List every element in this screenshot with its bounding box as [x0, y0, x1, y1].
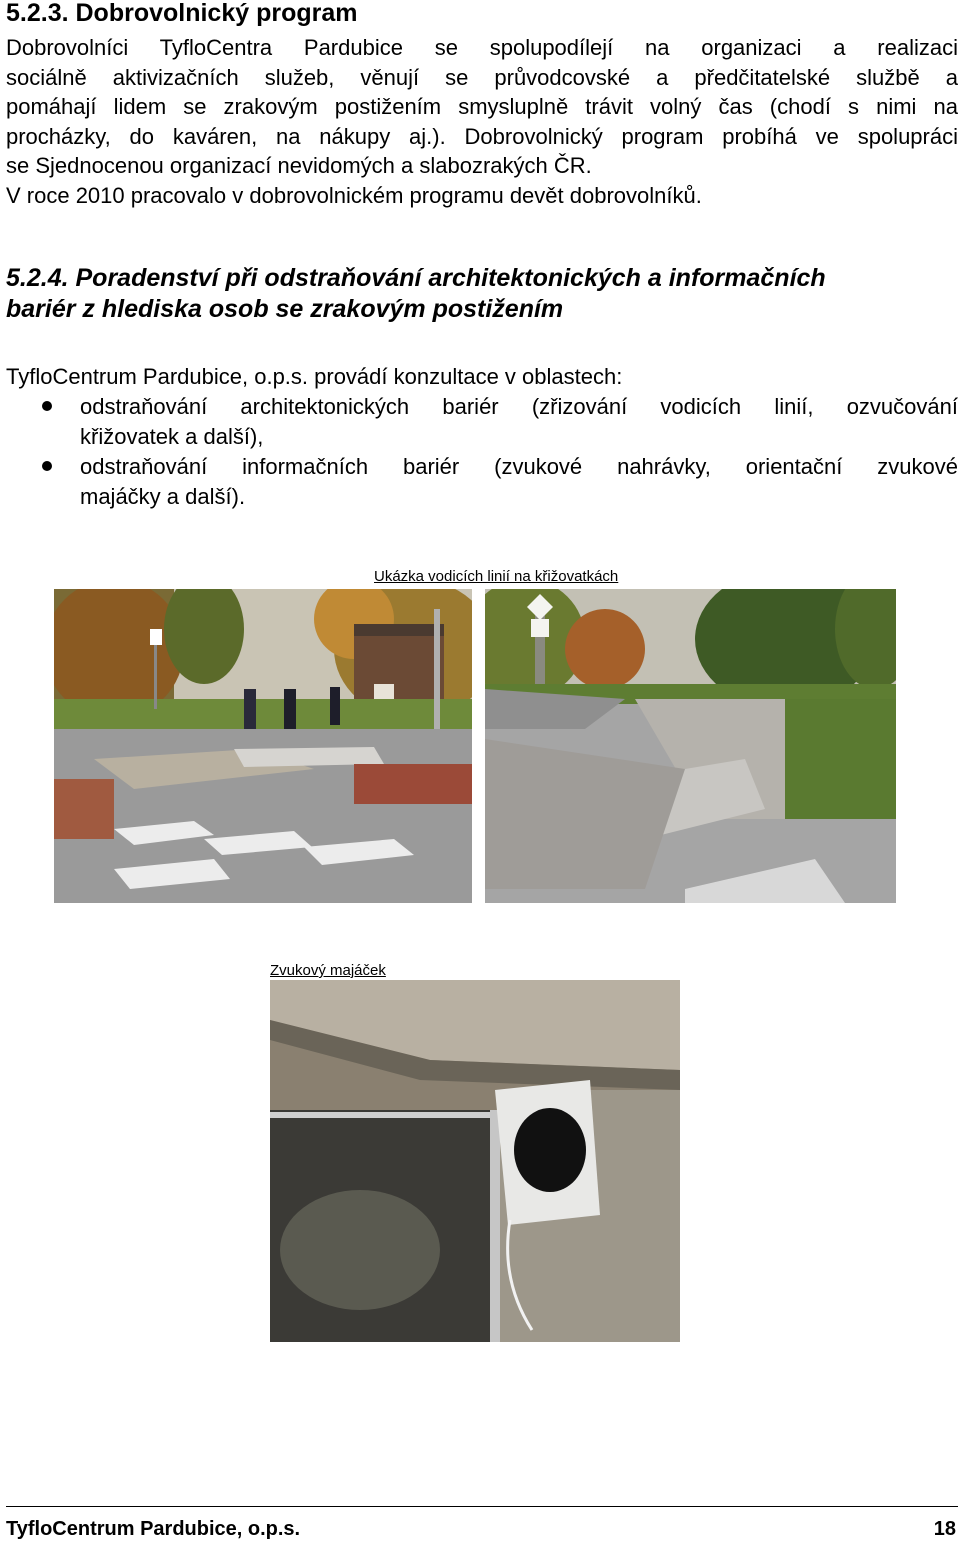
- paragraph-line: V roce 2010 pracovalo v dobrovolnickém programu devět dobrovolníků.: [6, 182, 702, 208]
- paragraph-line: Dobrovolníci TyfloCentra Pardubice se spolupodílejí na organizaci a realizaci: [6, 35, 958, 60]
- section-heading-barriers-line1: 5.2.4. Poradenství při odstraňování architektonických a informačních: [6, 264, 826, 292]
- footer-organization: TyfloCentrum Pardubice, o.p.s.: [6, 1518, 301, 1540]
- bullet-icon: [42, 461, 52, 471]
- caption-beacon: Zvukový majáček: [270, 962, 386, 979]
- section-heading-barriers-line2: bariér z hlediska osob se zrakovým postižením: [6, 295, 564, 323]
- caption-crossings: Ukázka vodicích linií na křižovatkách: [374, 568, 619, 585]
- volunteer-program-paragraph: [6, 33, 958, 210]
- crossing-photo-left: [54, 589, 472, 903]
- bullet-line: odstraňování architektonických bariér (zřizování vodicích linií, ozvučování: [80, 394, 958, 419]
- section-heading-volunteer-program: 5.2.3. Dobrovolnický program: [6, 0, 358, 27]
- paragraph-line: se Sjednocenou organizací nevidomých a slabozrakých ČR.: [6, 153, 592, 178]
- paragraph-line: sociálně aktivizačních služeb, věnují se průvodcovské a předčitatelské službě a: [6, 64, 958, 90]
- bullet-icon: [42, 401, 52, 411]
- bullet-line: odstraňování informačních bariér (zvukové nahrávky, orientační zvukové: [80, 454, 958, 479]
- sound-beacon-photo: [270, 980, 680, 1342]
- crossing-photo-right: [485, 589, 896, 903]
- paragraph-line: pomáhají lidem se zrakovým postižením smysluplně trávit volný čas (chodí s nimi na: [6, 94, 958, 119]
- paragraph-line: procházky, do kaváren, na nákupy aj.). Dobrovolnický program probíhá ve spolupráci: [6, 123, 958, 149]
- page-number: 18: [933, 1518, 956, 1540]
- consultation-intro: TyfloCentrum Pardubice, o.p.s. provádí konzultace v oblastech:: [6, 364, 623, 389]
- bullet-line: křižovatek a další),: [80, 424, 264, 449]
- bullet-line: majáčky a další).: [80, 484, 246, 509]
- footer-divider: [6, 1506, 958, 1507]
